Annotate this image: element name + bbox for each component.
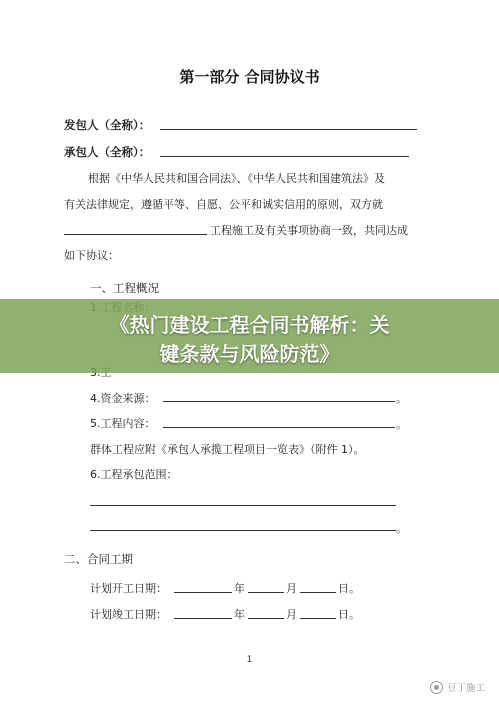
end-year-blank [174, 618, 232, 619]
project-blank [64, 234, 207, 235]
source-watermark [430, 680, 485, 694]
item-6-label: 6.工程承包范围： [90, 468, 178, 481]
item-6-blank-2 [90, 530, 396, 531]
item-6-blank-1 [90, 505, 396, 506]
start-year-blank [174, 592, 232, 593]
title-banner [0, 299, 499, 373]
end-date-label: 计划竣工日期： [90, 608, 167, 621]
start-date-label: 计划开工日期： [90, 582, 167, 595]
document-title: 第一部分 合同协议书 [179, 68, 320, 86]
page-number: 1 [246, 655, 253, 665]
contractor-label-text: 发包人（全称）： [64, 118, 151, 132]
watermark-text: 豆丁施工 [446, 683, 485, 694]
start-year-unit: 年 [234, 582, 245, 595]
item-4-label: 4.资金来源： [90, 392, 156, 405]
paragraph-line-2: 有关法律规定，遵循平等、自愿、公平和诚实信用的原则，双方就 [64, 198, 383, 211]
end-year-unit: 年 [234, 608, 245, 621]
contractee-label-text: 承包人（全称）： [64, 145, 151, 159]
end-month-blank [248, 618, 284, 619]
section-heading-1: 一、工程概况 [90, 281, 159, 295]
end-day-blank [300, 618, 336, 619]
paragraph-line-1: 根据《中华人民共和国合同法》、《中华人民共和国建筑法》及 [88, 172, 385, 185]
doc88-logo-icon [430, 681, 443, 694]
group-project-note: 群体工程应附《承包人承揽工程项目一览表》（附件 1）。 [90, 443, 365, 456]
section-heading-2: 二、合同工期 [64, 552, 133, 566]
paragraph-line-4: 如下协议： [64, 249, 119, 262]
start-month-unit: 月 [286, 582, 297, 595]
start-day-blank [300, 592, 336, 593]
contractor-blank [160, 129, 417, 130]
banner-line-1: 《热门建设工程合同书解析：关 [109, 313, 390, 337]
start-day-unit: 日。 [338, 582, 360, 595]
item-6-end: 。 [396, 522, 407, 535]
banner-line-2: 键条款与风险防范》 [159, 342, 340, 366]
item-5-label: 5.工程内容： [90, 417, 156, 430]
item-4-blank [163, 401, 395, 402]
start-month-blank [248, 592, 284, 593]
item-4-end: 。 [396, 392, 407, 405]
contractee-label [64, 144, 150, 160]
paragraph-line-3: 工程施工及有关事项协商一致，共同达成 [210, 224, 408, 237]
end-month-unit: 月 [286, 608, 297, 621]
contractor-label [64, 117, 150, 133]
item-5-end: 。 [396, 418, 407, 431]
item-5-blank [163, 427, 395, 428]
contractee-blank [160, 156, 409, 157]
end-day-unit: 日。 [338, 608, 360, 621]
